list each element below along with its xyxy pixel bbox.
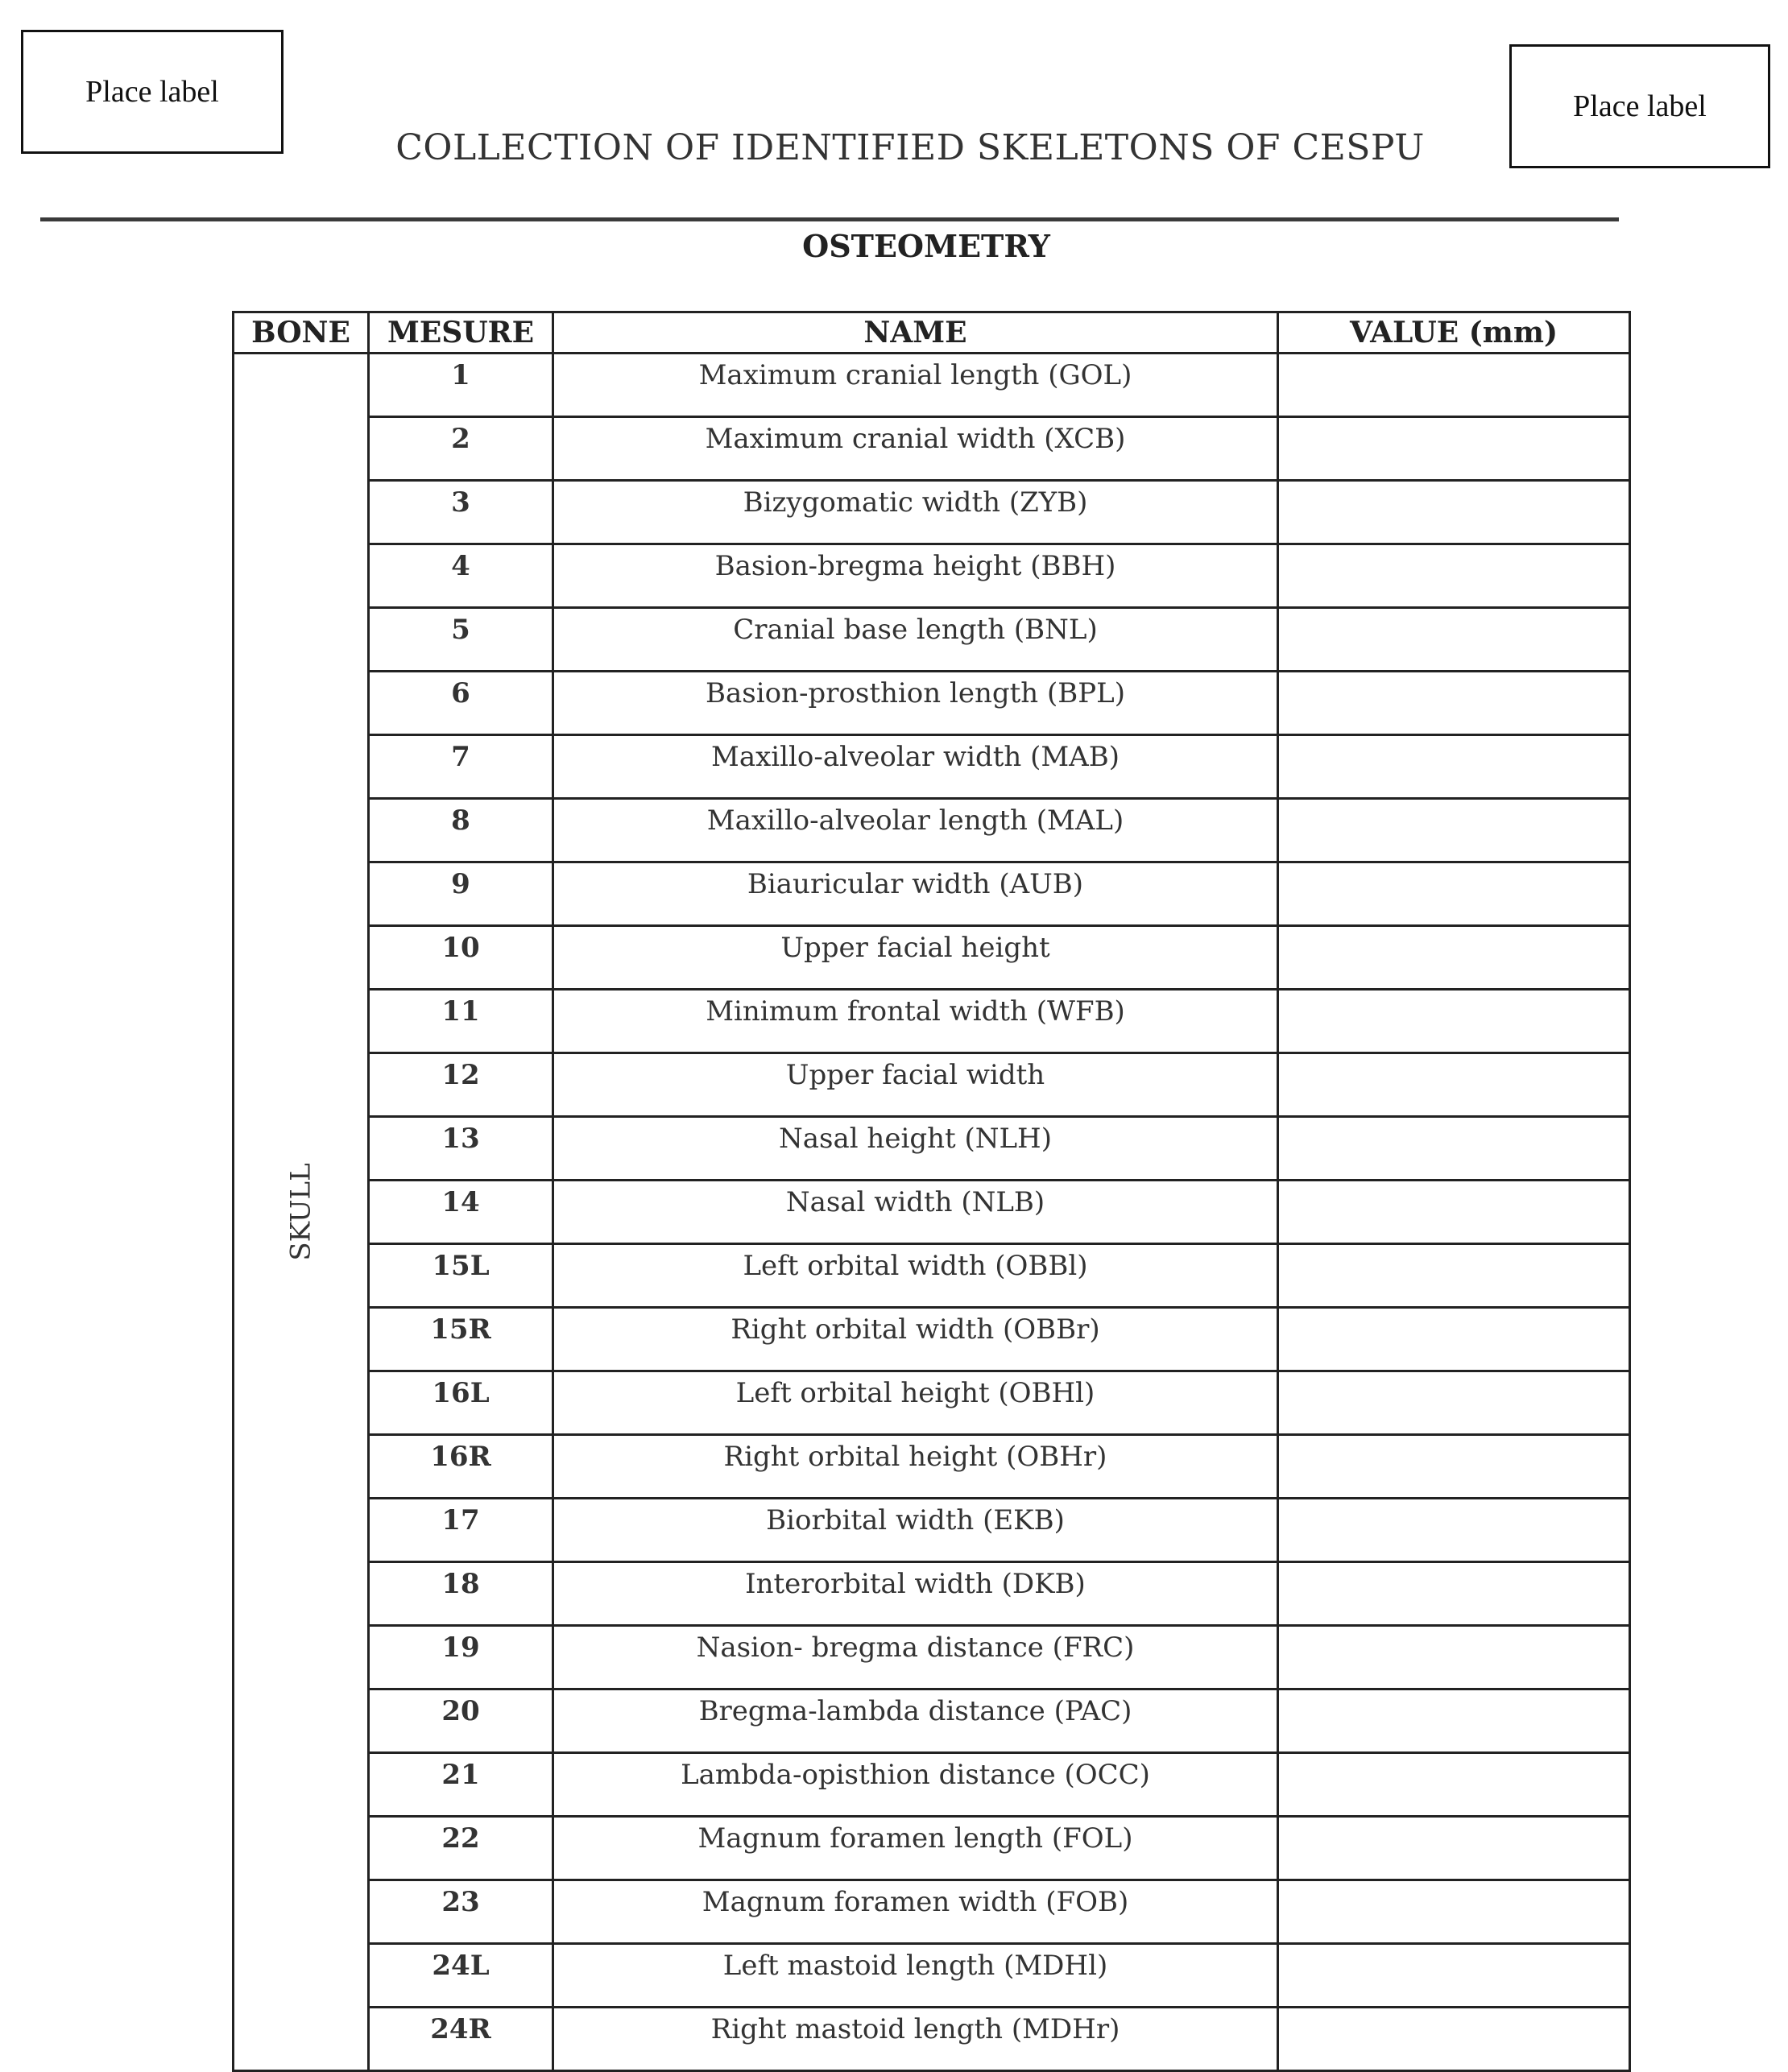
name-cell: Basion-prosthion length (BPL) bbox=[553, 672, 1278, 735]
place-label-left: Place label bbox=[21, 30, 284, 154]
value-cell[interactable] bbox=[1278, 1689, 1630, 1753]
name-cell: Right orbital width (OBBr) bbox=[553, 1308, 1278, 1371]
column-header-measure: MESURE bbox=[369, 312, 553, 354]
measure-cell: 13 bbox=[369, 1117, 553, 1181]
value-cell[interactable] bbox=[1278, 608, 1630, 672]
measure-cell: 24L bbox=[369, 1944, 553, 2008]
table-row bbox=[234, 1435, 1630, 1499]
measure-cell: 22 bbox=[369, 1817, 553, 1880]
name-cell: Maxillo-alveolar length (MAL) bbox=[553, 799, 1278, 862]
name-cell: Right mastoid length (MDHr) bbox=[553, 2008, 1278, 2071]
name-cell: Biauricular width (AUB) bbox=[553, 862, 1278, 926]
name-cell: Left orbital height (OBHl) bbox=[553, 1371, 1278, 1435]
value-cell[interactable] bbox=[1278, 1562, 1630, 1626]
value-cell[interactable] bbox=[1278, 2008, 1630, 2071]
column-header-value: VALUE (mm) bbox=[1278, 312, 1630, 354]
table-row bbox=[234, 926, 1630, 990]
name-cell: Maximum cranial length (GOL) bbox=[553, 354, 1278, 417]
measure-cell: 16R bbox=[369, 1435, 553, 1499]
name-cell: Nasion- bregma distance (FRC) bbox=[553, 1626, 1278, 1689]
measure-cell: 6 bbox=[369, 672, 553, 735]
value-cell[interactable] bbox=[1278, 481, 1630, 544]
table-row bbox=[234, 1817, 1630, 1880]
table-row bbox=[234, 354, 1630, 417]
measure-cell: 14 bbox=[369, 1181, 553, 1244]
value-cell[interactable] bbox=[1278, 1944, 1630, 2008]
table-row bbox=[234, 735, 1630, 799]
table-row bbox=[234, 1626, 1630, 1689]
name-cell: Upper facial height bbox=[553, 926, 1278, 990]
table-row bbox=[234, 1117, 1630, 1181]
measure-cell: 7 bbox=[369, 735, 553, 799]
table-body bbox=[234, 354, 1630, 2071]
table-row bbox=[234, 417, 1630, 481]
table-row bbox=[234, 1562, 1630, 1626]
name-cell: Nasal height (NLH) bbox=[553, 1117, 1278, 1181]
name-cell: Maxillo-alveolar width (MAB) bbox=[553, 735, 1278, 799]
table-row bbox=[234, 990, 1630, 1053]
measure-cell: 11 bbox=[369, 990, 553, 1053]
measure-cell: 4 bbox=[369, 544, 553, 608]
table-row bbox=[234, 1689, 1630, 1753]
measure-cell: 24R bbox=[369, 2008, 553, 2071]
place-label-right: Place label bbox=[1509, 44, 1770, 168]
measure-cell: 16L bbox=[369, 1371, 553, 1435]
name-cell: Basion-bregma height (BBH) bbox=[553, 544, 1278, 608]
table-row bbox=[234, 2008, 1630, 2071]
value-cell[interactable] bbox=[1278, 926, 1630, 990]
table-row bbox=[234, 862, 1630, 926]
value-cell[interactable] bbox=[1278, 1753, 1630, 1817]
document-title: COLLECTION OF IDENTIFIED SKELETONS OF CESPU bbox=[395, 127, 1425, 168]
value-cell[interactable] bbox=[1278, 1499, 1630, 1562]
section-title: OSTEOMETRY bbox=[802, 228, 1050, 264]
measure-cell: 10 bbox=[369, 926, 553, 990]
name-cell: Right orbital height (OBHr) bbox=[553, 1435, 1278, 1499]
value-cell[interactable] bbox=[1278, 1117, 1630, 1181]
name-cell: Left mastoid length (MDHl) bbox=[553, 1944, 1278, 2008]
value-cell[interactable] bbox=[1278, 354, 1630, 417]
name-cell: Biorbital width (EKB) bbox=[553, 1499, 1278, 1562]
measure-cell: 12 bbox=[369, 1053, 553, 1117]
measure-cell: 9 bbox=[369, 862, 553, 926]
value-cell[interactable] bbox=[1278, 735, 1630, 799]
name-cell: Interorbital width (DKB) bbox=[553, 1562, 1278, 1626]
value-cell[interactable] bbox=[1278, 417, 1630, 481]
value-cell[interactable] bbox=[1278, 1244, 1630, 1308]
name-cell: Bregma-lambda distance (PAC) bbox=[553, 1689, 1278, 1753]
table-row bbox=[234, 544, 1630, 608]
measure-cell: 5 bbox=[369, 608, 553, 672]
table-header-row bbox=[234, 312, 1630, 354]
measure-cell: 8 bbox=[369, 799, 553, 862]
value-cell[interactable] bbox=[1278, 1435, 1630, 1499]
table-row bbox=[234, 1753, 1630, 1817]
title-divider bbox=[40, 217, 1619, 221]
name-cell: Lambda-opisthion distance (OCC) bbox=[553, 1753, 1278, 1817]
table-row bbox=[234, 1499, 1630, 1562]
table-row bbox=[234, 1371, 1630, 1435]
measure-cell: 2 bbox=[369, 417, 553, 481]
measure-cell: 3 bbox=[369, 481, 553, 544]
name-cell: Upper facial width bbox=[553, 1053, 1278, 1117]
measure-cell: 21 bbox=[369, 1753, 553, 1817]
value-cell[interactable] bbox=[1278, 544, 1630, 608]
value-cell[interactable] bbox=[1278, 1371, 1630, 1435]
measure-cell: 18 bbox=[369, 1562, 553, 1626]
name-cell: Magnum foramen length (FOL) bbox=[553, 1817, 1278, 1880]
measure-cell: 1 bbox=[369, 354, 553, 417]
value-cell[interactable] bbox=[1278, 799, 1630, 862]
name-cell: Minimum frontal width (WFB) bbox=[553, 990, 1278, 1053]
table-row bbox=[234, 799, 1630, 862]
table-row bbox=[234, 1053, 1630, 1117]
name-cell: Maximum cranial width (XCB) bbox=[553, 417, 1278, 481]
value-cell[interactable] bbox=[1278, 672, 1630, 735]
table-row bbox=[234, 481, 1630, 544]
value-cell[interactable] bbox=[1278, 990, 1630, 1053]
value-cell[interactable] bbox=[1278, 1817, 1630, 1880]
table-row bbox=[234, 608, 1630, 672]
table-row bbox=[234, 1244, 1630, 1308]
column-header-bone: BONE bbox=[234, 312, 369, 354]
measure-cell: 23 bbox=[369, 1880, 553, 1944]
value-cell[interactable] bbox=[1278, 1053, 1630, 1117]
measure-cell: 17 bbox=[369, 1499, 553, 1562]
measure-cell: 15L bbox=[369, 1244, 553, 1308]
measure-cell: 15R bbox=[369, 1308, 553, 1371]
table-row bbox=[234, 1308, 1630, 1371]
name-cell: Magnum foramen width (FOB) bbox=[553, 1880, 1278, 1944]
measure-cell: 19 bbox=[369, 1626, 553, 1689]
measure-cell: 20 bbox=[369, 1689, 553, 1753]
table-row bbox=[234, 1944, 1630, 2008]
value-cell[interactable] bbox=[1278, 1308, 1630, 1371]
column-header-name: NAME bbox=[553, 312, 1278, 354]
table-row bbox=[234, 1880, 1630, 1944]
value-cell[interactable] bbox=[1278, 1880, 1630, 1944]
osteometry-table bbox=[232, 311, 1631, 2072]
name-cell: Left orbital width (OBBl) bbox=[553, 1244, 1278, 1308]
table-row bbox=[234, 672, 1630, 735]
name-cell: Cranial base length (BNL) bbox=[553, 608, 1278, 672]
bone-cell bbox=[234, 354, 369, 2071]
bone-label: SKULL bbox=[284, 1163, 317, 1261]
name-cell: Nasal width (NLB) bbox=[553, 1181, 1278, 1244]
table-row bbox=[234, 1181, 1630, 1244]
value-cell[interactable] bbox=[1278, 862, 1630, 926]
value-cell[interactable] bbox=[1278, 1181, 1630, 1244]
name-cell: Bizygomatic width (ZYB) bbox=[553, 481, 1278, 544]
value-cell[interactable] bbox=[1278, 1626, 1630, 1689]
